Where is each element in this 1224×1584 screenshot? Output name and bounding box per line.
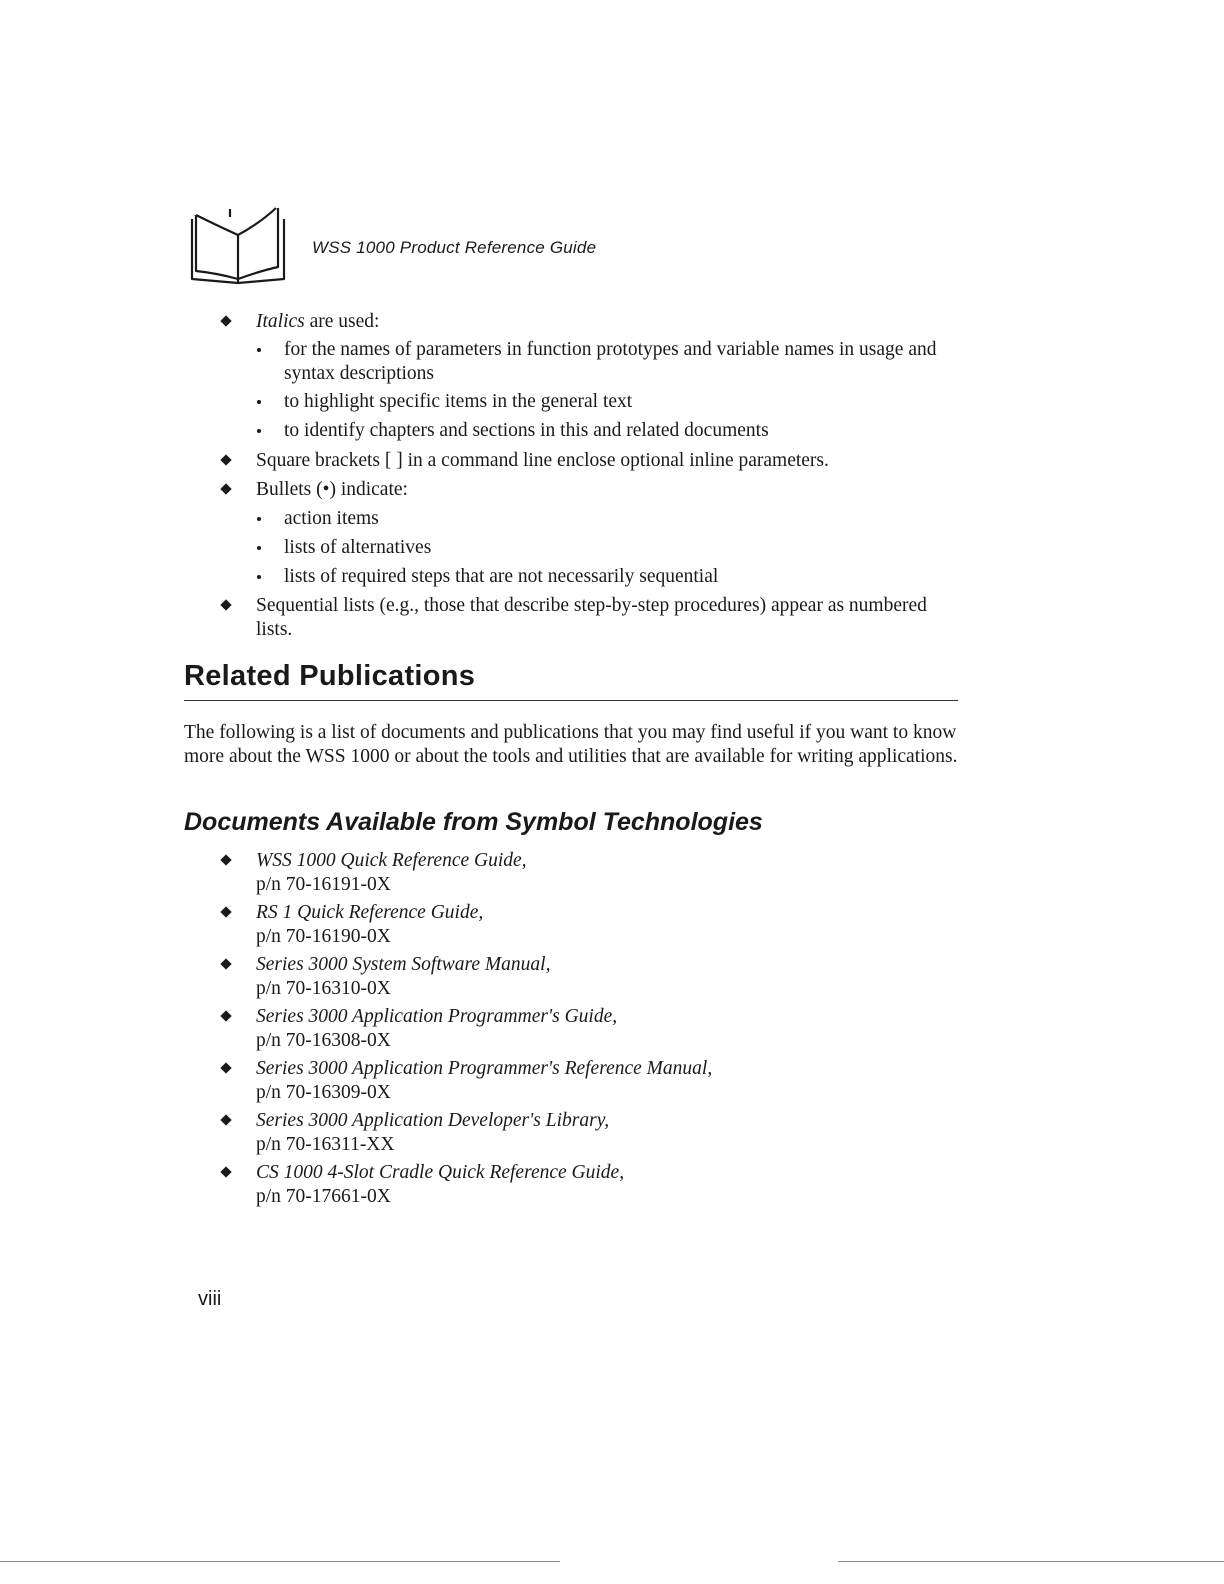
bullet-icon [257, 546, 261, 550]
publication-item [256, 953, 956, 1001]
publication-item [256, 849, 956, 897]
diamond-bullet-icon [221, 600, 231, 610]
bullet-icon [257, 517, 261, 521]
diamond-bullet-icon [221, 855, 231, 865]
list-item [284, 419, 974, 443]
part-number: p/n 70-16310-0X [256, 978, 391, 999]
diamond-bullet-icon [221, 455, 231, 465]
part-number: p/n 70-16309-0X [256, 1082, 391, 1103]
diamond-bullet-icon [221, 1115, 231, 1125]
list-item-text: lists of required steps that are not necessarily sequential [284, 566, 719, 587]
part-number: p/n 70-16311-XX [256, 1134, 395, 1155]
diamond-bullet-icon [221, 907, 231, 917]
scan-artifact-line [0, 1561, 560, 1562]
subsection-heading-documents: Documents Available from Symbol Technologies [184, 808, 763, 836]
diamond-bullet-icon [221, 316, 231, 326]
publication-title: Series 3000 Application Programmer's Reference Manual, [256, 1058, 713, 1079]
bullet-icon [257, 429, 261, 433]
publication-item [256, 1109, 956, 1157]
list-item-text: for the names of parameters in function prototypes and variable names in usage and syntax descriptions [284, 339, 937, 384]
running-head: WSS 1000 Product Reference Guide [312, 238, 597, 257]
part-number: p/n 70-17661-0X [256, 1186, 391, 1207]
publication-item [256, 901, 956, 949]
part-number: p/n 70-16190-0X [256, 926, 391, 947]
italics-term: Italics [256, 311, 305, 332]
section-rule [184, 700, 958, 701]
list-item-text: action items [284, 508, 379, 529]
related-intro: The following is a list of documents and publications that you may find useful if you want to know more about the WSS 1000 or about the tools and utilities that are available for writing applications. [184, 722, 958, 767]
section-heading-related-publications: Related Publications [184, 660, 476, 692]
list-item [284, 565, 974, 589]
list-item [256, 594, 936, 642]
list-item [284, 536, 974, 560]
list-item [284, 338, 974, 386]
diamond-bullet-icon [221, 484, 231, 494]
diamond-bullet-icon [221, 1063, 231, 1073]
part-number: p/n 70-16191-0X [256, 874, 391, 895]
list-item-text: Square brackets [ ] in a command line enclose optional inline parameters. [256, 450, 829, 471]
page-number: viii [198, 1288, 222, 1310]
book-icon [186, 205, 290, 287]
italics-lead: are used: [304, 311, 380, 332]
list-item-text: to highlight specific items in the general text [284, 391, 633, 412]
diamond-bullet-icon [221, 1167, 231, 1177]
list-item-text: Bullets (•) indicate: [256, 479, 408, 500]
list-item-text: to identify chapters and sections in this and related documents [284, 420, 769, 441]
publication-item [256, 1161, 956, 1209]
list-item-text: lists of alternatives [284, 537, 432, 558]
list-item [256, 449, 976, 473]
publication-title: Series 3000 System Software Manual, [256, 954, 551, 975]
bullet-icon [257, 400, 261, 404]
publication-item [256, 1005, 956, 1053]
part-number: p/n 70-16308-0X [256, 1030, 391, 1051]
list-item [284, 507, 974, 531]
list-item-text: Sequential lists (e.g., those that describe step-by-step procedures) appear as numbered lists. [256, 595, 927, 640]
publication-title: Series 3000 Application Programmer's Guide, [256, 1006, 618, 1027]
bullet-icon [257, 348, 261, 352]
publication-item [256, 1057, 956, 1105]
publication-title: RS 1 Quick Reference Guide, [256, 902, 484, 923]
scan-artifact-line [838, 1561, 1224, 1562]
list-item [284, 390, 974, 414]
list-item [256, 478, 976, 502]
diamond-bullet-icon [221, 959, 231, 969]
list-item [256, 310, 976, 334]
publication-title: WSS 1000 Quick Reference Guide, [256, 850, 527, 871]
publication-title: CS 1000 4-Slot Cradle Quick Reference Guide, [256, 1162, 625, 1183]
publication-title: Series 3000 Application Developer's Library, [256, 1110, 610, 1131]
bullet-icon [257, 575, 261, 579]
diamond-bullet-icon [221, 1011, 231, 1021]
